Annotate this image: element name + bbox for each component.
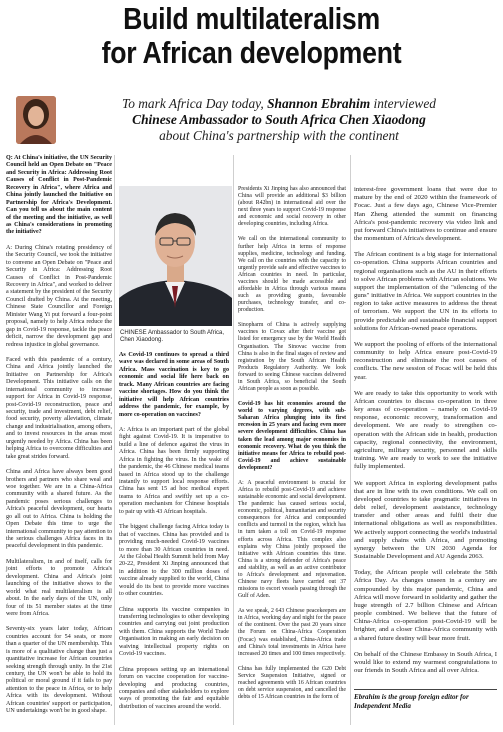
- interview-answer: On behalf of the Chinese Embassy in South Africa, I would like to extend my warmest congratulations to our friends in South Africa and all over Africa.: [354, 650, 497, 675]
- interview-answer: We call on the international community to further help Africa in terms of response supplies, medicine, technology and funding. We call on the countries with the capacity to urgently provide safe and effective vaccines to African countries in need. In particular, vaccines should be made accessible and affordable in Africa through various means such as providing grants, favourable purchases, technology transfer, and co-production.: [238, 236, 346, 314]
- article-column-1: [6, 155, 112, 716]
- interview-answer: A: A peaceful environment is crucial for Africa to rebuild post-Covid-19 and achieve sustainable economic and social development. The pandemic has caused serious social, economic, political, humanitarian and security consequences for Africa and compounded conflicts and turmoil in the region, which has in turn taken a toll on Covid-19 response efforts across Africa. This complex also explains why China jointly proposed the initiative with African countries this time. China is a strong defender of Africa's peace and stability, as well as an active contributor to Africa's development and rejuvenation. Chinese navy fleets have carried out 37 missions to escort vessels passing through the Gulf of Aden.: [238, 479, 346, 600]
- interview-question: Covid-19 has hit economies around the world to varying degrees, with sub-Saharan Africa plunging into its first recession in 25 years and facing even more severe development difficulties. China has taken the lead among major economies in economic recovery. What do you think the initiative means for Africa to rebuild post-Covid-19 and achieve sustainable development?: [238, 401, 346, 471]
- headline-line-2: for African development: [101, 35, 402, 70]
- interview-answer: Seventy-six years later today, African countries account for 54 seats, or more than a quarter of the UN membership. This is more of a qualitative change than just a quantitative increase for African countries seeking strength through unity. In the 21st century, the UN won't be able to hold its political or moral ground if it fails to pay attention to the peace in Africa, or to help Africa with its development. Without African countries' support or participation, UN undertakings won't be in good shape.: [6, 626, 112, 715]
- article-intro: [64, 96, 494, 144]
- headline: [35, 2, 468, 70]
- interview-answer: A: Africa is an important part of the global fight against Covid-19. It is imperative to build a line of defence against the virus in Africa. China has been firmly supporting Africa in fighting the virus. In the wake of the pandemic, the 46 Chinese medical teams based in Africa stood up to the challenge instantly to support local response efforts. China has sent 15 ad hoc medical expert teams to Africa and swiftly set up a co-operation mechanism for Chinese hospitals to pair up with 43 African hospitals.: [119, 426, 229, 515]
- column-rule: [233, 155, 234, 725]
- interview-question: As Covid-19 continues to spread a third wave was declared in some areas of South Africa. Mass vaccination is key to go economic and social life here back on track. Many African countries are facing vaccine shortages. How do you think the initiative will help African countries address the pandemic, for example, by more co-operation on vaccines?: [119, 352, 229, 418]
- author-portrait-icon: [16, 96, 56, 144]
- interview-answer: The biggest challenge facing Africa today is that of vaccines. China has provided and is providing much-needed Covid-19 vaccines to more than 30 African countries in need. At the Global Health Summit held from May 20-22, President Xi Jinping announced that in addition to the 300 million doses of vaccine already supplied to the world, China would do its best to provide more vaccines to other countries.: [119, 524, 229, 598]
- column-rule: [350, 155, 351, 725]
- interview-answer: As we speak, 2 643 Chinese peacekeepers are in Africa, working day and night for the peace of the continent. Over the past 20 years since the Forum on China-Africa Cooperation (Focac) was established, China-Africa trade and China's total investments in Africa have increased 20 times and 100 times respectively.: [238, 608, 346, 657]
- interview-answer: Sinopharm of China is actively supplying vaccines to Covax after their vaccine got listed for emergency use by the World Health Organisation. The Sinovac vaccine from China is also in the final stages of review and registration by the South African Health Products Regulatory Authority. We look forward to seeing Chinese vaccines delivered in South Africa, so beneficial the South African people as soon as possible.: [238, 322, 346, 393]
- interview-answer: Today, the African people will celebrate the 58th Africa Day. As changes unseen in a century are compounded by this major pandemic, China and Africa will move forward in solidarity and gather the huge strength of 2.7 billion Chinese and African people combined. We believe that the future of China-Africa co-operation post-Covid-19 will be brighter, and a closer China-Africa community with a shared future destiny will bear more fruit.: [354, 569, 497, 642]
- photo-caption: CHINESE Ambassador to South Africa, Chen Xiaodong.: [120, 330, 225, 343]
- interview-answer: interest-free government loans that were due to mature by the end of 2020 within the framework of Focac. Just a few days ago, Chinese Vice-Premier Han Zheng attended the summit on financing Africa's post-pandemic recovery via video link and put forward China's initiatives to continue and ensure the momentum of Africa's development.: [354, 186, 497, 243]
- interview-answer: Presidents Xi Jinping has also announced that China will provide an additional $3 billion (about R42bn) in international aid over the next three years to support Covid-19 response and economic and social recovery in other developing countries, including Africa.: [238, 186, 346, 228]
- column-rule: [114, 155, 115, 725]
- interview-answer: China has fully implemented the G20 Debt Service Suspension Initiative, signed or reached agreements with 16 African countries on debt service suspension, and cancelled the debts of 15 African countries in the form of: [238, 665, 346, 701]
- interview-answer: China supports its vaccine companies in transferring technologies to other developing countries and carrying out joint production with them. China supports the World Trade Organisation in making an early decision on waiving intellectual property rights on Covid-19 vaccines.: [119, 606, 229, 658]
- interview-answer: China and Africa have always been good brothers and partners who share weal and woe together. We are in a China-Africa community with a shared future. As the pandemic poses serious challenges to Africa's peaceful development, our hearts go all out to Africa. China is holding the Open Debate this time to urge the international community to pay attention to the serious challenges Africa faces in its peaceful development in this pandemic.: [6, 469, 112, 550]
- intro-text-2: interviewed: [370, 96, 436, 111]
- author-name: Shannon Ebrahim: [267, 96, 371, 111]
- interview-answer: Multilateralism, in and of itself, calls for joint efforts to promote Africa's development. China and Africa's joint launching of the initiative shows to the world what real multilateralism is all about. In the early days of the UN, only four of its 51 member states at the time were from Africa.: [6, 558, 112, 617]
- article-column-4: [354, 186, 497, 675]
- interview-answer: We are ready to take this opportunity to work with African countries to discuss co-operation in three key areas of co-operation – namely on Covid-19 response, economic recovery, transformation and development. We are ready to strengthen co-operation with the African side in health, production capacity, regional connectivity, the environment, agriculture, military security, personnel and skills training. We are ready to work to see the initiative fully implemented.: [354, 389, 497, 471]
- guest-name: Chinese Ambassador to South Africa Chen Xiaodong: [132, 112, 426, 127]
- article-column-2: [119, 352, 229, 711]
- interview-answer: We support the pooling of efforts of the international community to help Africa ensure post-Covid-19 reconstruction and eliminate the root causes of conflicts. The new session of Focac will be held this year.: [354, 340, 497, 381]
- interview-answer: China proposes setting up an international forum on vaccine cooperation for vaccine-developing and producing countries, companies and other stakeholders to explore ways of promoting the fair and equitable distribution of vaccines around the world.: [119, 666, 229, 710]
- ambassador-portrait-icon: [119, 186, 232, 326]
- interview-question: Q: At China's initiative, the UN Security Council held an Open Debate on "Peace and Security in Africa: Addressing Root Causes of Conflict in Post-Pandemic Recovery in Africa", where Africa and China jointly launched the Initiative on Partnership for Africa's Development. Can you tell us about the main content of the meeting and the initiative, as well as China's considerations in promoting the initiative?: [6, 155, 112, 236]
- interview-answer: We support Africa in exploring development paths that are in line with its own conditions. We call on developed countries to take pragmatic initiatives in debt relief, development assistance, technology transfer and other areas and fulfil their due international obligations as well as responsibilities. We actively support connecting the world's industrial and supply chains with Africa, and promoting synergy between the UN 2030 Agenda for Sustainable Development and AU Agenda 2063.: [354, 479, 497, 561]
- author-byline: Ebrahim is the group foreign editor for Independent Media: [354, 689, 497, 710]
- article-column-3: [238, 186, 346, 701]
- interview-answer: A: During China's rotating presidency of the Security Council, we took the initiative to convene an Open Debate on "Peace and Security in Africa: Addressing Root Causes of Conflict in Post-Pandemic Recovery in Africa", and worked to deliver a statement by the president of the Security Council drafted by China. At the meeting, Chinese State Councillor and Foreign Minister Wang Yi put forward a four-point proposal, namely to help Africa reduce the gap in Covid-19 response, tackle the peace deficit, narrow the development gap and redress injustice in global governance.: [6, 244, 112, 348]
- intro-text: To mark Africa Day today,: [122, 96, 268, 111]
- interview-answer: The African continent is a big stage for international co-operation. China supports African countries and regional organisations such as the AU in their efforts to solve African problems with African solutions. We support the implementation of the "silencing of the guns" initiative in Africa. We support countries in the region to take active measures to address the threat of terrorism. We support the UN in its efforts to provide predictable and sustainable financial support solutions for African-owned peace operations.: [354, 251, 497, 332]
- intro-subtitle: about China's partnership with the continent: [159, 128, 399, 143]
- interview-answer: Faced with this pandemic of a century, China and Africa jointly launched the Initiative on Partnership for Africa's Development. This initiative calls on the international community to increase support for Africa in Covid-19 response, post-Covid-19 reconstruction, peace and security, trade and investment, debt relief, food security, poverty alleviation, climate change and industrialisation, among others, and to invest resources in the areas most urgently needed by Africa. China has been helping Africa to overcome difficulties and take great strides forward.: [6, 356, 112, 460]
- headline-line-1: Build multilateralism: [123, 1, 380, 36]
